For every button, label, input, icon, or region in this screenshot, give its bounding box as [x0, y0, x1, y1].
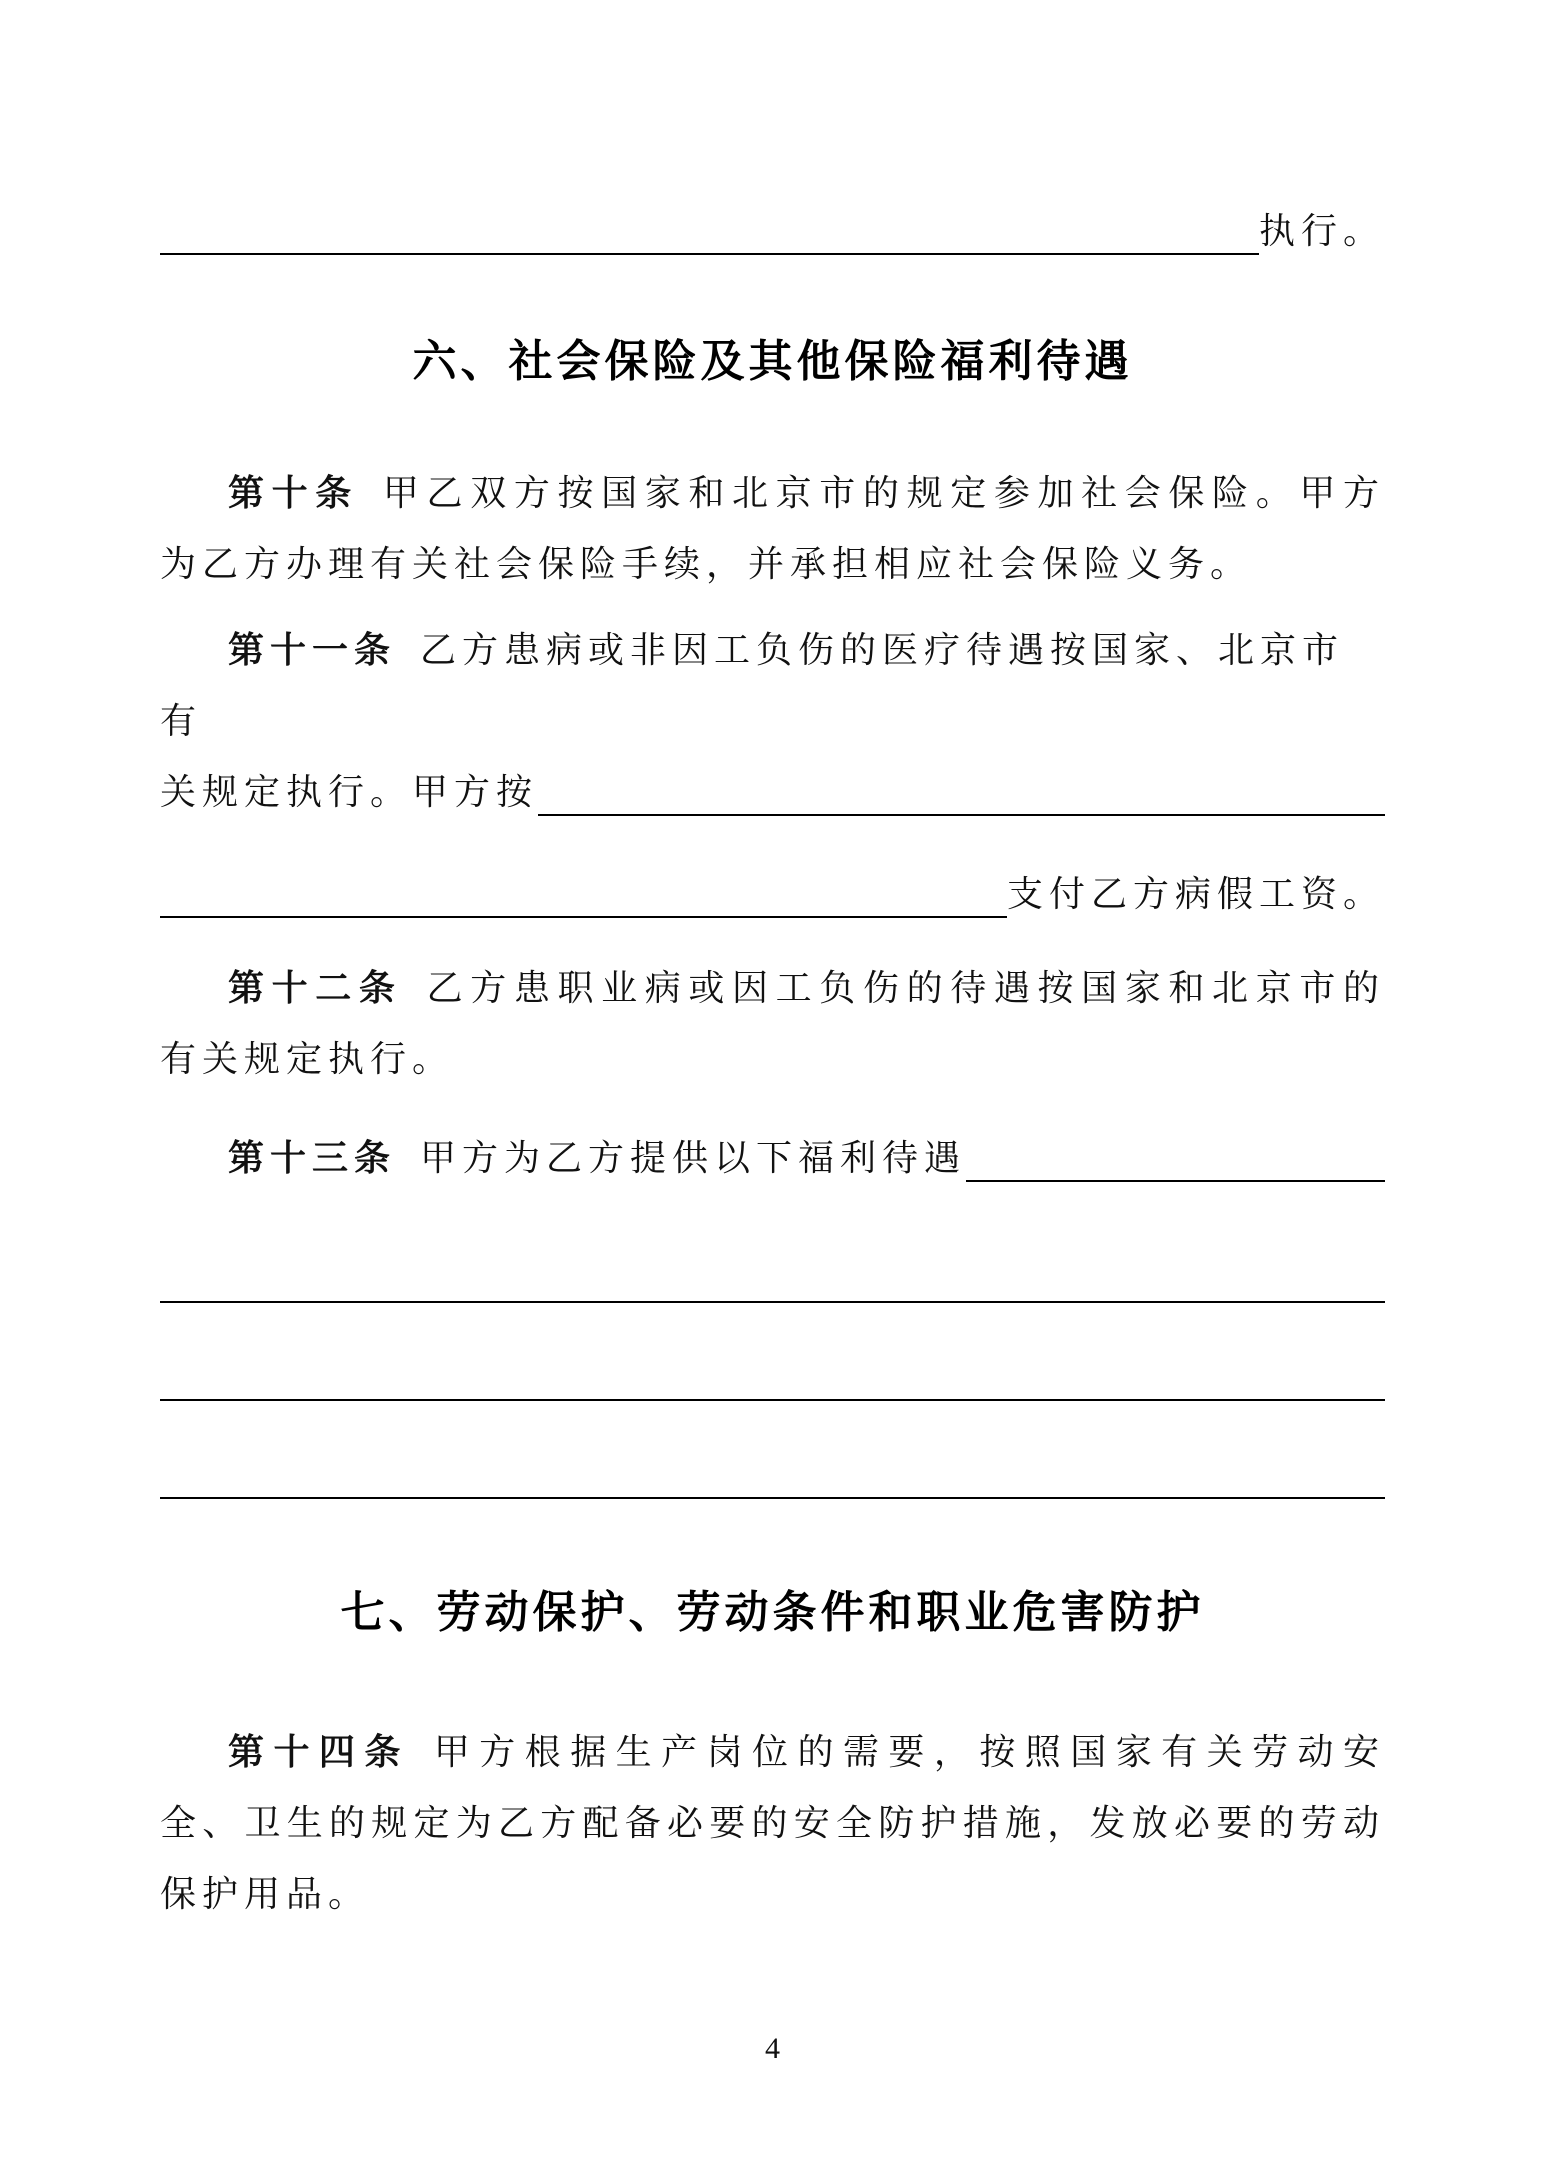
- sick-pay-suffix-text: 支付乙方病假工资。: [1006, 874, 1385, 914]
- article13-line: [160, 1123, 1385, 1194]
- article11-label: 第十一条: [228, 630, 397, 670]
- article10-text: 甲乙双方按国家和北京市的规定参加社会保险。甲方为乙方办理有关社会保险手续，并承担相应社会保险义务。: [160, 473, 1385, 584]
- blank-underline-row: [160, 1330, 1385, 1401]
- article12-text: 乙方患职业病或因工负伤的待遇按国家和北京市的有关规定执行。: [160, 968, 1385, 1079]
- blank-underline: [538, 757, 1385, 828]
- article11-text-line2: 关规定执行。甲方按: [160, 772, 539, 812]
- article12-label: 第十二条: [228, 968, 403, 1008]
- section6-heading: 六、社会保险及其他保险福利待遇: [412, 337, 1133, 386]
- page-number: 4: [765, 2032, 780, 2065]
- blank-underline: [966, 1123, 1385, 1194]
- blank-underline-row: [160, 1428, 1385, 1499]
- article14-text: 甲方根据生产岗位的需要，按照国家有关劳动安全、卫生的规定为乙方配备必要的安全防护措施，发放必要的劳动保护用品。: [160, 1732, 1385, 1914]
- article11-line1: [160, 615, 1385, 757]
- article11-line2: [160, 757, 1385, 828]
- blank-underline: [160, 859, 1007, 930]
- article13-text: 甲方为乙方提供以下福利待遇: [420, 1138, 967, 1178]
- section7-heading: 七、劳动保护、劳动条件和职业危害防护: [340, 1588, 1205, 1637]
- article11-text-line1: 乙方患病或非因工负伤的医疗待遇按国家、北京市有: [160, 630, 1345, 741]
- execution-fill-line: [160, 196, 1385, 267]
- article12-paragraph: [160, 953, 1385, 1095]
- article10-paragraph: [160, 458, 1385, 600]
- article10-label: 第十条: [228, 473, 359, 513]
- article13-label: 第十三条: [228, 1138, 397, 1178]
- blank-underline: [160, 196, 1259, 267]
- sick-pay-fill-line: [160, 859, 1385, 930]
- blank-underline-row: [160, 1232, 1385, 1303]
- article14-label: 第十四条: [228, 1732, 410, 1772]
- execution-suffix-text: 执行。: [1258, 211, 1385, 251]
- article14-paragraph: [160, 1717, 1385, 1930]
